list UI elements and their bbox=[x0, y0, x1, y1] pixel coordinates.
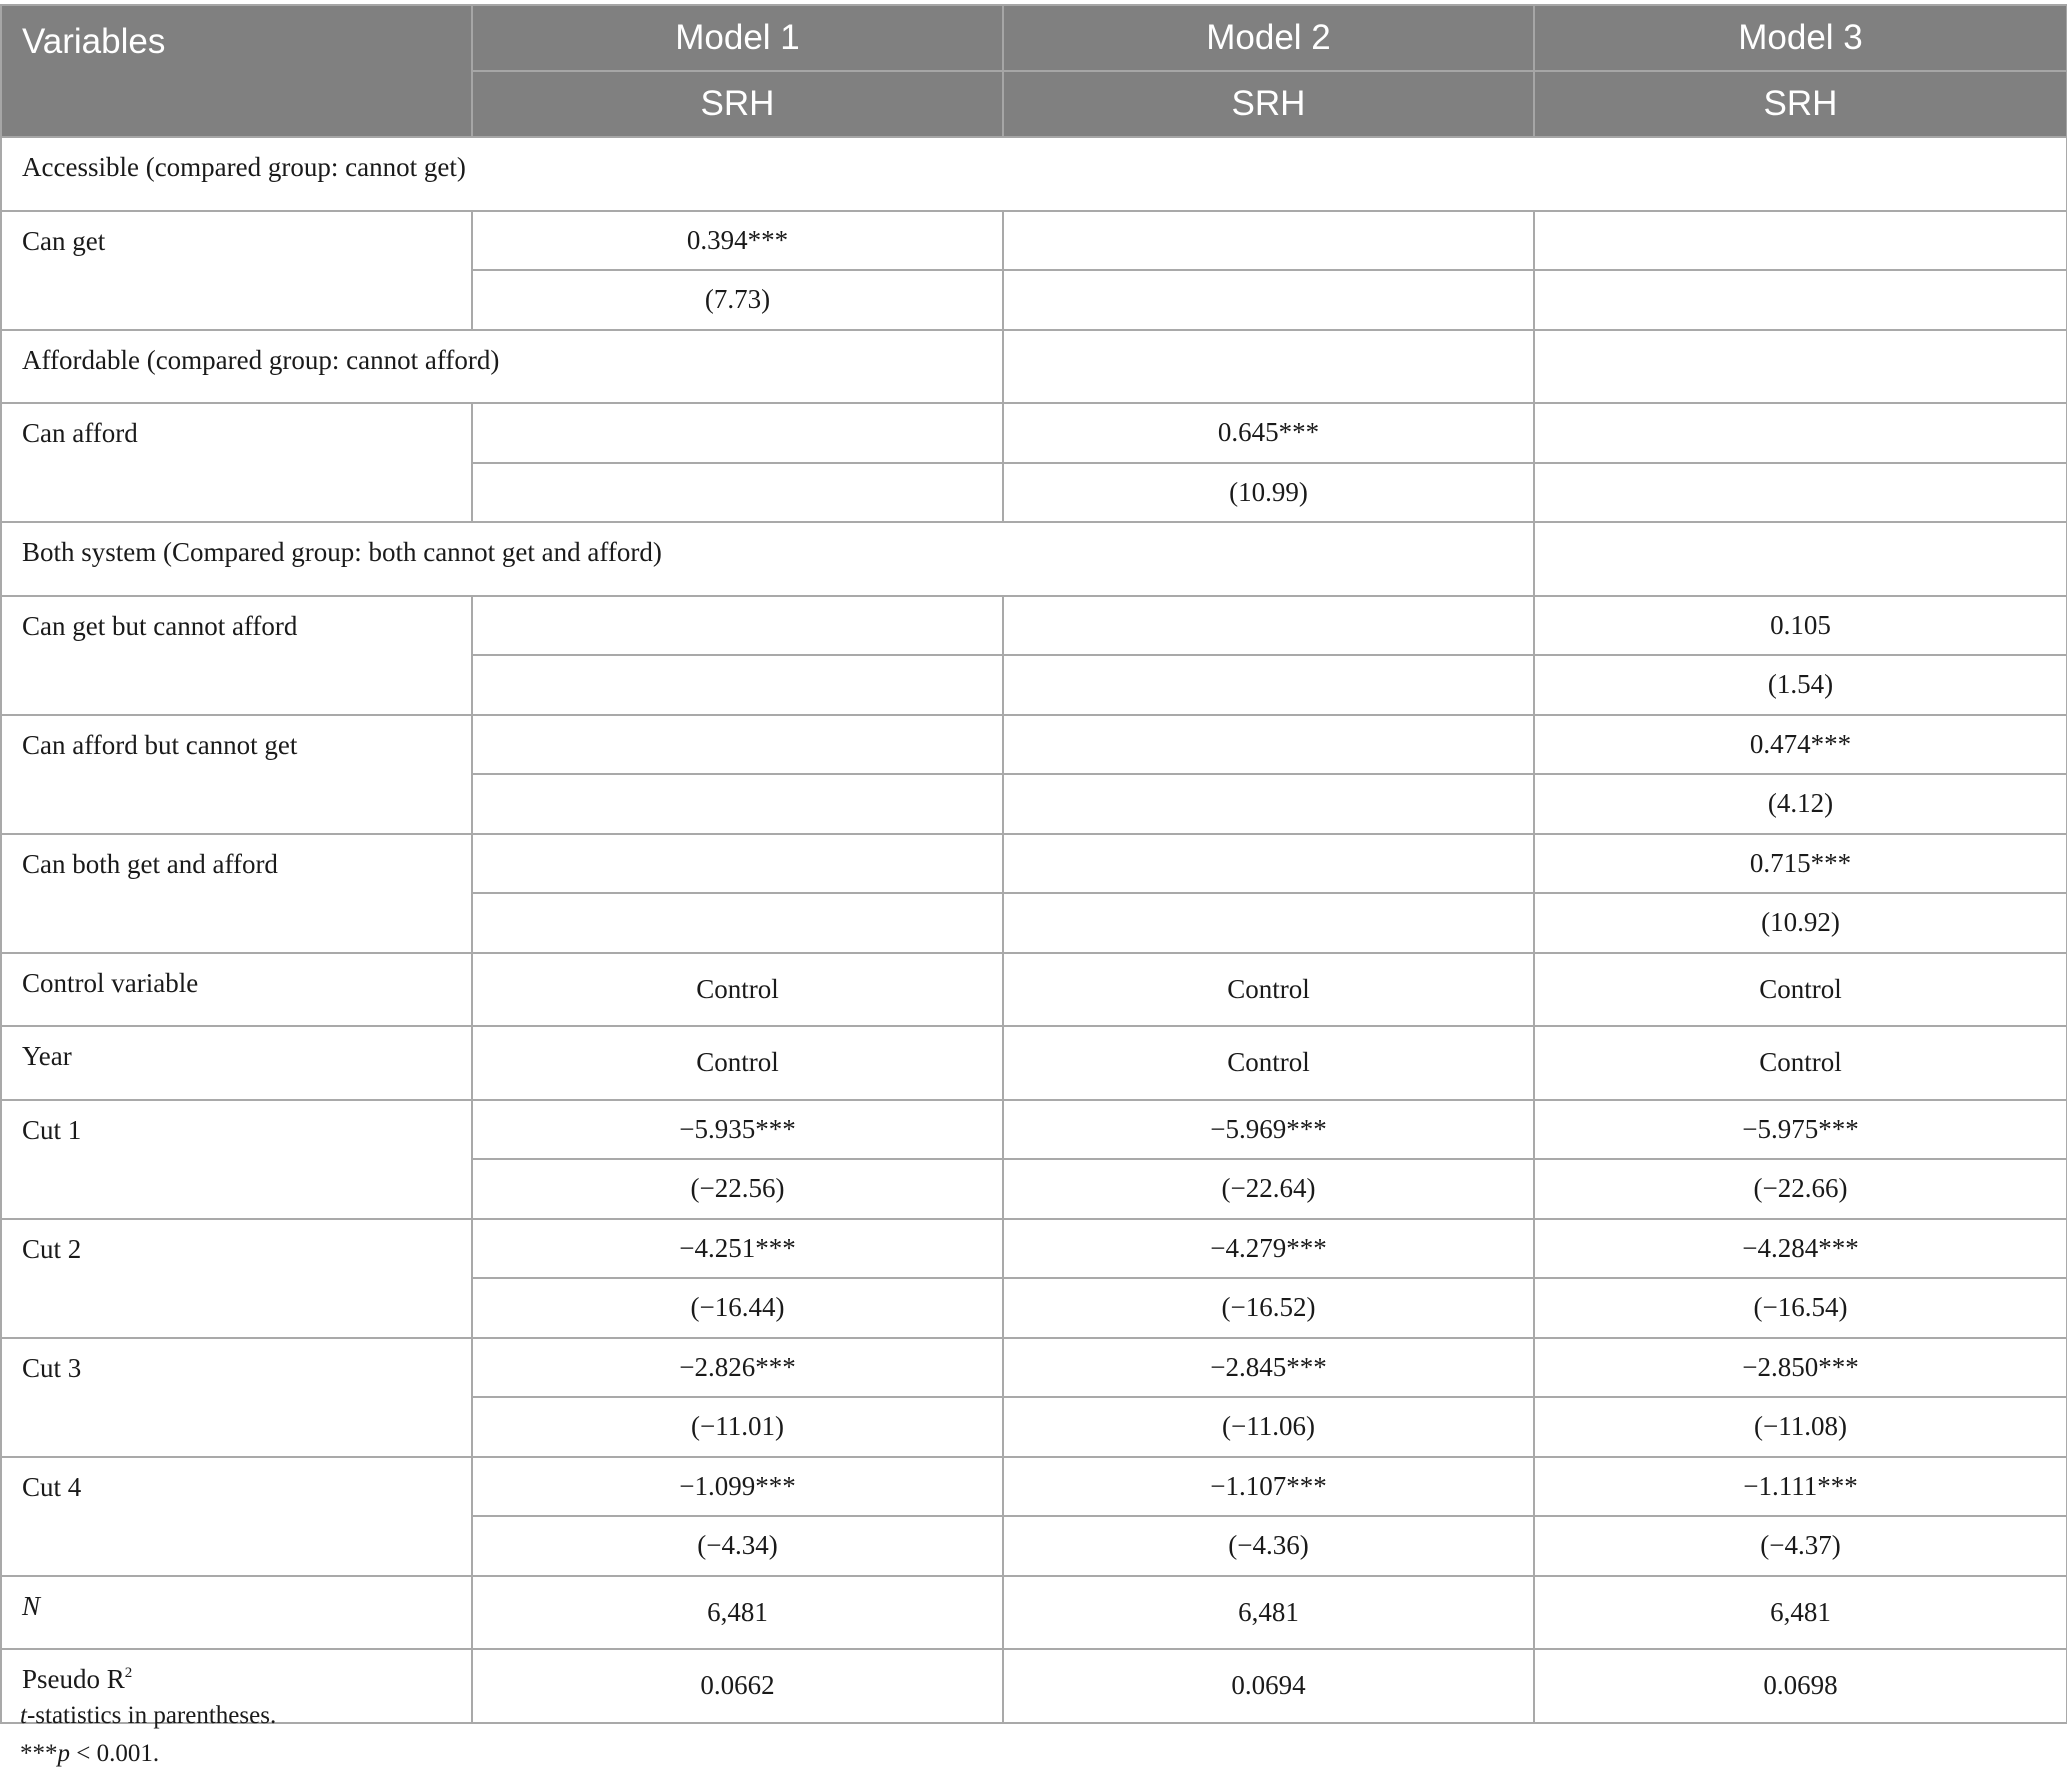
cell-cut3-m1: −2.826*** bbox=[472, 1338, 1003, 1398]
table-row-control-variable bbox=[1, 953, 2067, 1027]
cell-both-get-afford-m2 bbox=[1003, 834, 1534, 894]
cell-year-m3: Control bbox=[1534, 1026, 2067, 1100]
header-dv-model-3: SRH bbox=[1534, 71, 2067, 137]
cell-cut4-m1-t: (−4.34) bbox=[472, 1516, 1003, 1576]
row-label-control-variable: Control variable bbox=[1, 953, 472, 1027]
table-header bbox=[1, 5, 2067, 137]
cell-cut1-m2-t: (−22.64) bbox=[1003, 1159, 1534, 1219]
header-variables: Variables bbox=[1, 5, 472, 137]
cell-cut3-m3: −2.850*** bbox=[1534, 1338, 2067, 1398]
cell-affordable-m2 bbox=[1003, 330, 1534, 404]
cell-afford-not-get-m3: 0.474*** bbox=[1534, 715, 2067, 775]
note-p-text: < 0.001. bbox=[70, 1740, 160, 1767]
cell-can-get-m1: 0.394*** bbox=[472, 211, 1003, 271]
cell-cut3-m1-t: (−11.01) bbox=[472, 1397, 1003, 1457]
row-label-can-get: Can get bbox=[1, 211, 472, 330]
note-p-italic: p bbox=[57, 1740, 70, 1767]
row-label-cut-3: Cut 3 bbox=[1, 1338, 472, 1457]
row-label-afford-not-get: Can afford but cannot get bbox=[1, 715, 472, 834]
cell-can-get-m2-t bbox=[1003, 270, 1534, 330]
pseudo-r2-text: Pseudo R bbox=[22, 1664, 125, 1694]
cell-afford-not-get-m1 bbox=[472, 715, 1003, 775]
header-row-models bbox=[1, 5, 2067, 71]
note-stars: *** bbox=[20, 1740, 58, 1767]
cell-year-m2: Control bbox=[1003, 1026, 1534, 1100]
cell-control-m3: Control bbox=[1534, 953, 2067, 1027]
cell-get-not-afford-m1-t bbox=[472, 655, 1003, 715]
header-model-2: Model 2 bbox=[1003, 5, 1534, 71]
cell-year-m1: Control bbox=[472, 1026, 1003, 1100]
cell-cut2-m3-t: (−16.54) bbox=[1534, 1278, 2067, 1338]
table-row-cut-4 bbox=[1, 1457, 2067, 1517]
cell-cut2-m2: −4.279*** bbox=[1003, 1219, 1534, 1279]
cell-both-get-afford-m3: 0.715*** bbox=[1534, 834, 2067, 894]
table-row-cut-3 bbox=[1, 1338, 2067, 1398]
group-label-both-system: Both system (Compared group: both cannot get and afford) bbox=[1, 522, 1534, 596]
row-label-cut-4: Cut 4 bbox=[1, 1457, 472, 1576]
cell-cut2-m3: −4.284*** bbox=[1534, 1219, 2067, 1279]
row-label-get-not-afford: Can get but cannot afford bbox=[1, 596, 472, 715]
cell-r2-m2: 0.0694 bbox=[1003, 1649, 1534, 1723]
header-dv-model-2: SRH bbox=[1003, 71, 1534, 137]
table-row-afford-not-get bbox=[1, 715, 2067, 775]
cell-can-get-m1-t: (7.73) bbox=[472, 270, 1003, 330]
cell-can-get-m3 bbox=[1534, 211, 2067, 271]
cell-cut1-m1-t: (−22.56) bbox=[472, 1159, 1003, 1219]
cell-cut2-m1-t: (−16.44) bbox=[472, 1278, 1003, 1338]
table-row-pseudo-r2 bbox=[1, 1649, 2067, 1723]
cell-get-not-afford-m1 bbox=[472, 596, 1003, 656]
table-row-can-afford bbox=[1, 403, 2067, 463]
cell-get-not-afford-m2 bbox=[1003, 596, 1534, 656]
row-label-n: N bbox=[1, 1576, 472, 1650]
group-row-affordable bbox=[1, 330, 2067, 404]
cell-can-afford-m3-t bbox=[1534, 463, 2067, 523]
cell-both-system-m3 bbox=[1534, 522, 2067, 596]
cell-can-get-m2 bbox=[1003, 211, 1534, 271]
cell-cut4-m1: −1.099*** bbox=[472, 1457, 1003, 1517]
cell-can-get-m3-t bbox=[1534, 270, 2067, 330]
cell-cut1-m3: −5.975*** bbox=[1534, 1100, 2067, 1160]
cell-afford-not-get-m1-t bbox=[472, 774, 1003, 834]
group-label-accessible: Accessible (compared group: cannot get) bbox=[1, 137, 2067, 211]
cell-n-m2: 6,481 bbox=[1003, 1576, 1534, 1650]
row-label-cut-1: Cut 1 bbox=[1, 1100, 472, 1219]
table-row-cut-1 bbox=[1, 1100, 2067, 1160]
cell-cut3-m2: −2.845*** bbox=[1003, 1338, 1534, 1398]
table-row-n bbox=[1, 1576, 2067, 1650]
group-row-both-system bbox=[1, 522, 2067, 596]
row-label-both-get-afford: Can both get and afford bbox=[1, 834, 472, 953]
cell-cut1-m1: −5.935*** bbox=[472, 1100, 1003, 1160]
cell-cut4-m3-t: (−4.37) bbox=[1534, 1516, 2067, 1576]
group-label-affordable: Affordable (compared group: cannot afford) bbox=[1, 330, 1003, 404]
cell-afford-not-get-m2-t bbox=[1003, 774, 1534, 834]
table-body bbox=[1, 137, 2067, 1723]
table-notes bbox=[20, 1697, 276, 1773]
note-t-italic: t bbox=[20, 1702, 27, 1729]
table-row-cut-2 bbox=[1, 1219, 2067, 1279]
header-model-1: Model 1 bbox=[472, 5, 1003, 71]
row-label-cut-2: Cut 2 bbox=[1, 1219, 472, 1338]
cell-n-m1: 6,481 bbox=[472, 1576, 1003, 1650]
cell-get-not-afford-m3: 0.105 bbox=[1534, 596, 2067, 656]
cell-r2-m3: 0.0698 bbox=[1534, 1649, 2067, 1723]
regression-table-container bbox=[0, 4, 2067, 1724]
cell-both-get-afford-m2-t bbox=[1003, 893, 1534, 953]
table-row-both-get-afford bbox=[1, 834, 2067, 894]
cell-get-not-afford-m2-t bbox=[1003, 655, 1534, 715]
cell-both-get-afford-m1 bbox=[472, 834, 1003, 894]
cell-control-m2: Control bbox=[1003, 953, 1534, 1027]
table-row-can-get bbox=[1, 211, 2067, 271]
cell-can-afford-m2-t: (10.99) bbox=[1003, 463, 1534, 523]
cell-cut1-m2: −5.969*** bbox=[1003, 1100, 1534, 1160]
cell-afford-not-get-m2 bbox=[1003, 715, 1534, 775]
cell-cut4-m3: −1.111*** bbox=[1534, 1457, 2067, 1517]
header-model-3: Model 3 bbox=[1534, 5, 2067, 71]
cell-both-get-afford-m1-t bbox=[472, 893, 1003, 953]
pseudo-r2-superscript: 2 bbox=[124, 1665, 133, 1681]
note-significance bbox=[20, 1735, 276, 1773]
cell-cut3-m3-t: (−11.08) bbox=[1534, 1397, 2067, 1457]
cell-cut1-m3-t: (−22.66) bbox=[1534, 1159, 2067, 1219]
cell-cut3-m2-t: (−11.06) bbox=[1003, 1397, 1534, 1457]
row-label-can-afford: Can afford bbox=[1, 403, 472, 522]
cell-cut4-m2-t: (−4.36) bbox=[1003, 1516, 1534, 1576]
cell-can-afford-m1 bbox=[472, 403, 1003, 463]
table-row-year bbox=[1, 1026, 2067, 1100]
cell-can-afford-m2: 0.645*** bbox=[1003, 403, 1534, 463]
cell-can-afford-m1-t bbox=[472, 463, 1003, 523]
cell-afford-not-get-m3-t: (4.12) bbox=[1534, 774, 2067, 834]
regression-table bbox=[0, 4, 2067, 1724]
note-t-statistics bbox=[20, 1697, 276, 1735]
cell-n-m3: 6,481 bbox=[1534, 1576, 2067, 1650]
cell-get-not-afford-m3-t: (1.54) bbox=[1534, 655, 2067, 715]
header-dv-model-1: SRH bbox=[472, 71, 1003, 137]
cell-control-m1: Control bbox=[472, 953, 1003, 1027]
row-label-year: Year bbox=[1, 1026, 472, 1100]
table-row-get-not-afford bbox=[1, 596, 2067, 656]
cell-affordable-m3 bbox=[1534, 330, 2067, 404]
group-row-accessible bbox=[1, 137, 2067, 211]
cell-cut4-m2: −1.107*** bbox=[1003, 1457, 1534, 1517]
cell-cut2-m2-t: (−16.52) bbox=[1003, 1278, 1534, 1338]
cell-both-get-afford-m3-t: (10.92) bbox=[1534, 893, 2067, 953]
note-t-text: -statistics in parentheses. bbox=[26, 1702, 277, 1729]
cell-can-afford-m3 bbox=[1534, 403, 2067, 463]
cell-r2-m1: 0.0662 bbox=[472, 1649, 1003, 1723]
cell-cut2-m1: −4.251*** bbox=[472, 1219, 1003, 1279]
